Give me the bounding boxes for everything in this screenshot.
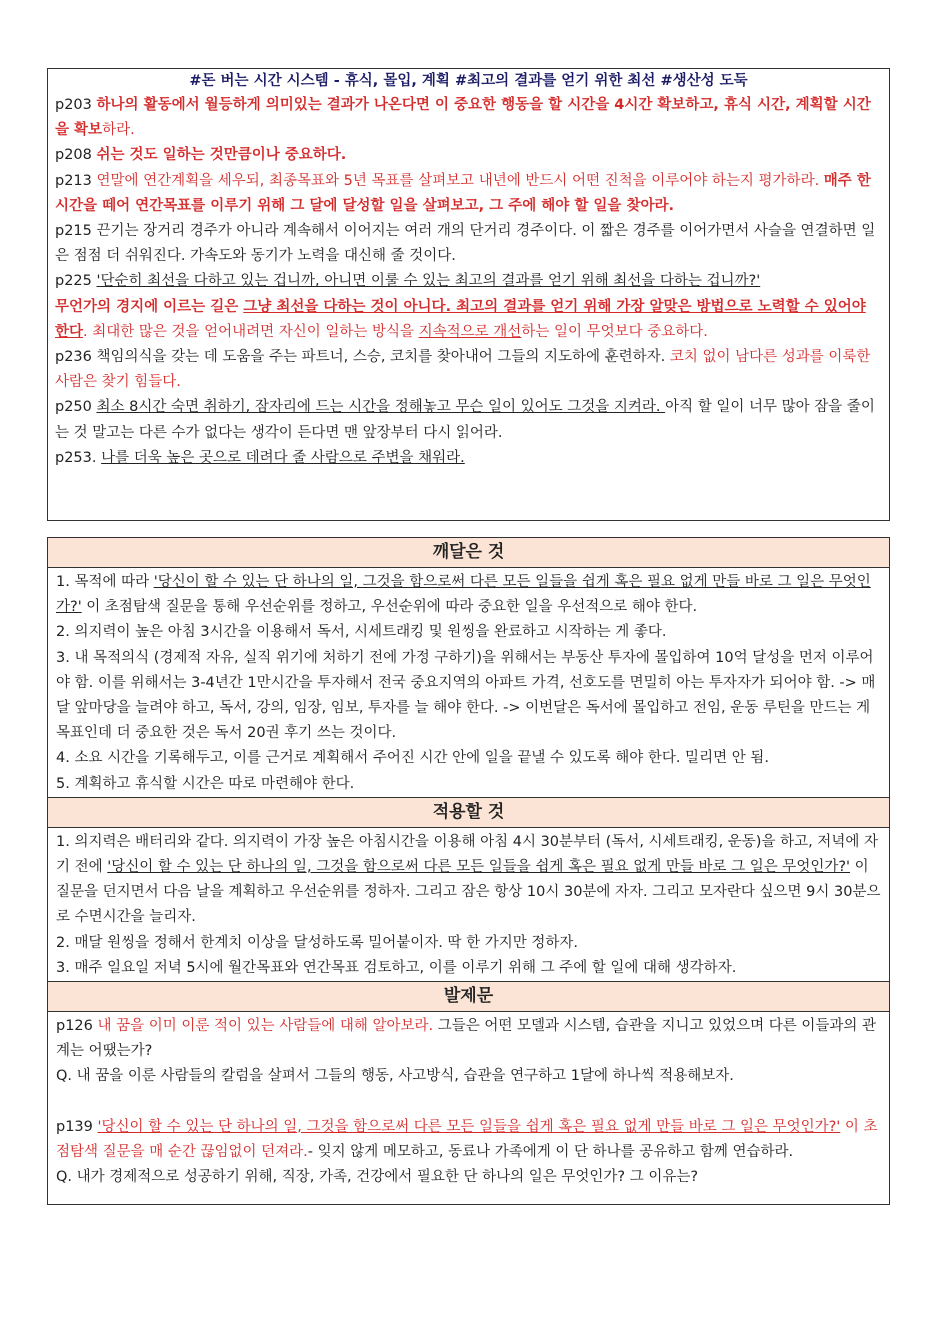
section-discuss — [48, 1012, 889, 1190]
list-item — [56, 570, 881, 620]
note-p253 — [55, 446, 882, 471]
spacer — [56, 1090, 881, 1115]
highlight-text: 하는 일이 무엇보다 중요하다. — [521, 323, 708, 340]
page-ref: p203 — [55, 97, 97, 113]
list-item: 2. 의지력이 높은 아침 3시간을 이용해서 독서, 시세트래킹 및 원씽을 완료하고 시작하는 게 좋다. — [56, 624, 667, 641]
note-p215 — [55, 219, 882, 269]
item-text: 이 질문을 던지면서 다음 날을 계획하고 우선순위를 정하자. 그리고 잠은 항상 10시 30분에 자자. 그리고 모자란다 싶으면 9시 30분으로 수면시간을 늘리자. — [56, 859, 881, 926]
note-p225 — [55, 269, 882, 345]
list-item: 4. 소요 시간을 기록해두고, 이를 근거로 계획해서 주어진 시간 안에 일을 끝낼 수 있도록 해야 한다. 밀리면 안 됨. — [56, 750, 769, 767]
highlight-text: 연말에 연간계획을 세우되, 최종목표와 5년 목표를 살펴보고 내년에 반드시 어떤 진척을 이루어야 하는지 평가하라. — [96, 172, 824, 189]
page-ref: p236 — [55, 349, 97, 366]
item-text: 그들은 어떤 모델과 시스템, 습관을 지니고 있었으며 다른 이들과의 관계는 어땠는가? — [56, 1018, 877, 1060]
highlight-text: 매주 한 시간을 떼어 연간목표를 이루기 위해 그 달에 달성할 일을 살펴보고, 그 주에 해야 할 일을 찾아라. — [55, 172, 871, 214]
page-ref: p126 — [56, 1018, 98, 1035]
underlined-quote: '당신이 할 수 있는 단 하나의 일, 그것을 함으로써 다른 모든 일들을 쉽게 혹은 필요 없게 만들 바로 그 일은 무엇인가?' — [56, 574, 871, 616]
underlined-quote: '당신이 할 수 있는 단 하나의 일, 그것을 함으로써 다른 모든 일들을 쉽게 혹은 필요 없게 만들 바로 그 일은 무엇인가?' — [107, 859, 851, 876]
section-realize — [48, 568, 889, 797]
highlight-text: '당신이 할 수 있는 단 하나의 일, 그것을 함으로써 다른 모든 일들을 쉽게 혹은 필요 없게 만들 바로 그 일은 무엇인가?' — [97, 1118, 841, 1135]
highlight-text: . 최대한 많은 것을 얻어내려면 자신이 일하는 방식을 — [83, 323, 419, 340]
item-text: 1. 목적에 따라 — [56, 574, 154, 590]
underlined-text: 나를 더욱 높은 곳으로 데려다 줄 사람으로 주변을 채워라. — [101, 449, 465, 466]
note-p236 — [55, 345, 882, 395]
highlight-text: 하나의 활동에서 월등하게 의미있는 결과가 나온다면 이 중요한 행동을 할 시간을 4시간 확보하고, 휴식 시간, 계획할 시간을 확보 — [55, 97, 871, 139]
highlight-text: 쉬는 것도 일하는 것만큼이나 중요하다. — [96, 147, 347, 164]
list-item — [56, 830, 881, 931]
item-text: 이 초점탐색 질문을 통해 우선순위를 정하고, 우선순위에 따라 중요한 일을 우선적으로 해야 한다. — [81, 599, 698, 616]
highlight-text: 내 꿈을 이미 이룬 적이 있는 사람들에 대해 알아보라. — [97, 1018, 434, 1035]
list-item: 3. 매주 일요일 저녁 5시에 월간목표와 연간목표 검토하고, 이를 이루기 위해 그 주에 할 일에 대해 생각하자. — [56, 959, 737, 976]
underlined-text: 최소 8시간 숙면 취하기, 잠자리에 드는 시간을 정해놓고 무슨 일이 있어도 그것을 지켜라. — [96, 399, 666, 416]
book-notes-box — [47, 68, 890, 521]
list-item: 2. 매달 원씽을 정해서 한계치 이상을 달성하도록 밀어붙이자. 딱 한 가지만 정하자. — [56, 934, 578, 951]
question: Q. 내 꿈을 이룬 사람들의 칼럼을 살펴서 그들의 행동, 사고방식, 습관을 연구하고 1달에 하나씩 적용해보자. — [56, 1068, 734, 1085]
note-text: 책임의식을 갖는 데 도움을 주는 파트너, 스승, 코치를 찾아내어 그들의 지도하에 훈련하자. — [96, 349, 670, 366]
discussion-p126 — [56, 1014, 881, 1064]
highlight-text: 지속적으로 개선 — [418, 323, 522, 340]
page-ref: p139 — [56, 1118, 98, 1135]
note-text: 아직 할 일이 너무 많아 잠을 줄이는 것 말고는 다른 수가 없다는 생각이 든다면 맨 앞장부터 다시 읽어라. — [55, 399, 875, 441]
note-p250 — [55, 395, 882, 445]
item-text: - 잊지 않게 메모하고, 동료나 가족에게 이 단 하나를 공유하고 함께 연습하라. — [307, 1144, 794, 1161]
section-header-discuss: 발제문 — [48, 981, 889, 1012]
list-item: 3. 내 목적의식 (경제적 자유, 실직 위기에 처하기 전에 가정 구하기)을 위해서는 부동산 투자에 몰입하여 10억 달성을 먼저 이루어야 함. 이를 위해서는 3-4년간 1만시간을 투자해서 전국 중요지역의 아파트 가격, 선호도를 면밀히 아는 투자자가 되어야 함. -> 매달 앞마당을 늘려야 하고, 독서, 강의, 임장, 임보, 투자를 늘 해야 한다. -> 이번달은 독서에 몰입하고 전임, 운동 루틴을 만드는 게 목표인데 더 중요한 것은 독서 20권 후기 쓰는 것이다. — [56, 649, 876, 742]
note-text: 끈기는 장거리 경주가 아니라 계속해서 이어지는 여러 개의 단거리 경주이다. 이 짧은 경주를 이어가면서 사슬을 연결하면 일은 점점 더 쉬워진다. 가속도와 동기가 노력을 대신해 줄 것이다. — [55, 223, 876, 265]
page-ref: p225 — [55, 273, 97, 290]
underlined-quote: '단순히 최선을 다하고 있는 겁니까, 아니면 이룰 수 있는 최고의 결과를 얻기 위해 최선을 다하는 겁니까?' — [96, 273, 761, 290]
reflection-box — [47, 537, 890, 1205]
highlight-text: 하라. — [102, 122, 135, 139]
section-apply — [48, 828, 889, 981]
section-header-apply: 적용할 것 — [48, 797, 889, 828]
discussion-p139 — [56, 1115, 881, 1165]
highlight-text: 그냥 최선을 다하는 것이 아니다. 최고의 결과를 얻기 위해 가장 알맞은 방법으로 노력할 수 있어야 한다 — [55, 298, 866, 340]
item-text: 1. 의지력은 배터리와 같다. 의지력이 가장 높은 아침시간을 이용해 아침 4시 30분부터 (독서, 시세트래킹, 운동)을 하고, 저녁에 자기 전에 — [56, 833, 878, 876]
highlight-text: 코치 없이 남다른 성과를 이룩한 사람은 찾기 힘들다. — [55, 349, 871, 391]
page-ref: p250 — [55, 399, 97, 416]
note-p208 — [55, 143, 882, 168]
section-header-realize: 깨달은 것 — [48, 538, 889, 568]
page-ref: p208 — [55, 147, 97, 164]
highlight-text: 무언가의 경지에 이르는 길은 — [55, 298, 244, 315]
note-p213 — [55, 169, 882, 219]
list-item: 5. 계획하고 휴식할 시간은 따로 마련해야 한다. — [56, 775, 355, 792]
page-ref: p253. — [55, 449, 102, 466]
highlight-text: 이 초점탐색 질문을 매 순간 끊임없이 던져라. — [56, 1118, 878, 1161]
page-ref: p213 — [55, 172, 97, 189]
note-p203 — [55, 93, 882, 143]
page-ref: p215 — [55, 223, 97, 240]
notes-title: #돈 버는 시간 시스템 - 휴식, 몰입, 계획 #최고의 결과를 얻기 위한 최선 #생산성 도둑 — [189, 73, 748, 89]
question: Q. 내가 경제적으로 성공하기 위해, 직장, 가족, 건강에서 필요한 단 하나의 일은 무엇인가? 그 이유는? — [56, 1169, 699, 1186]
